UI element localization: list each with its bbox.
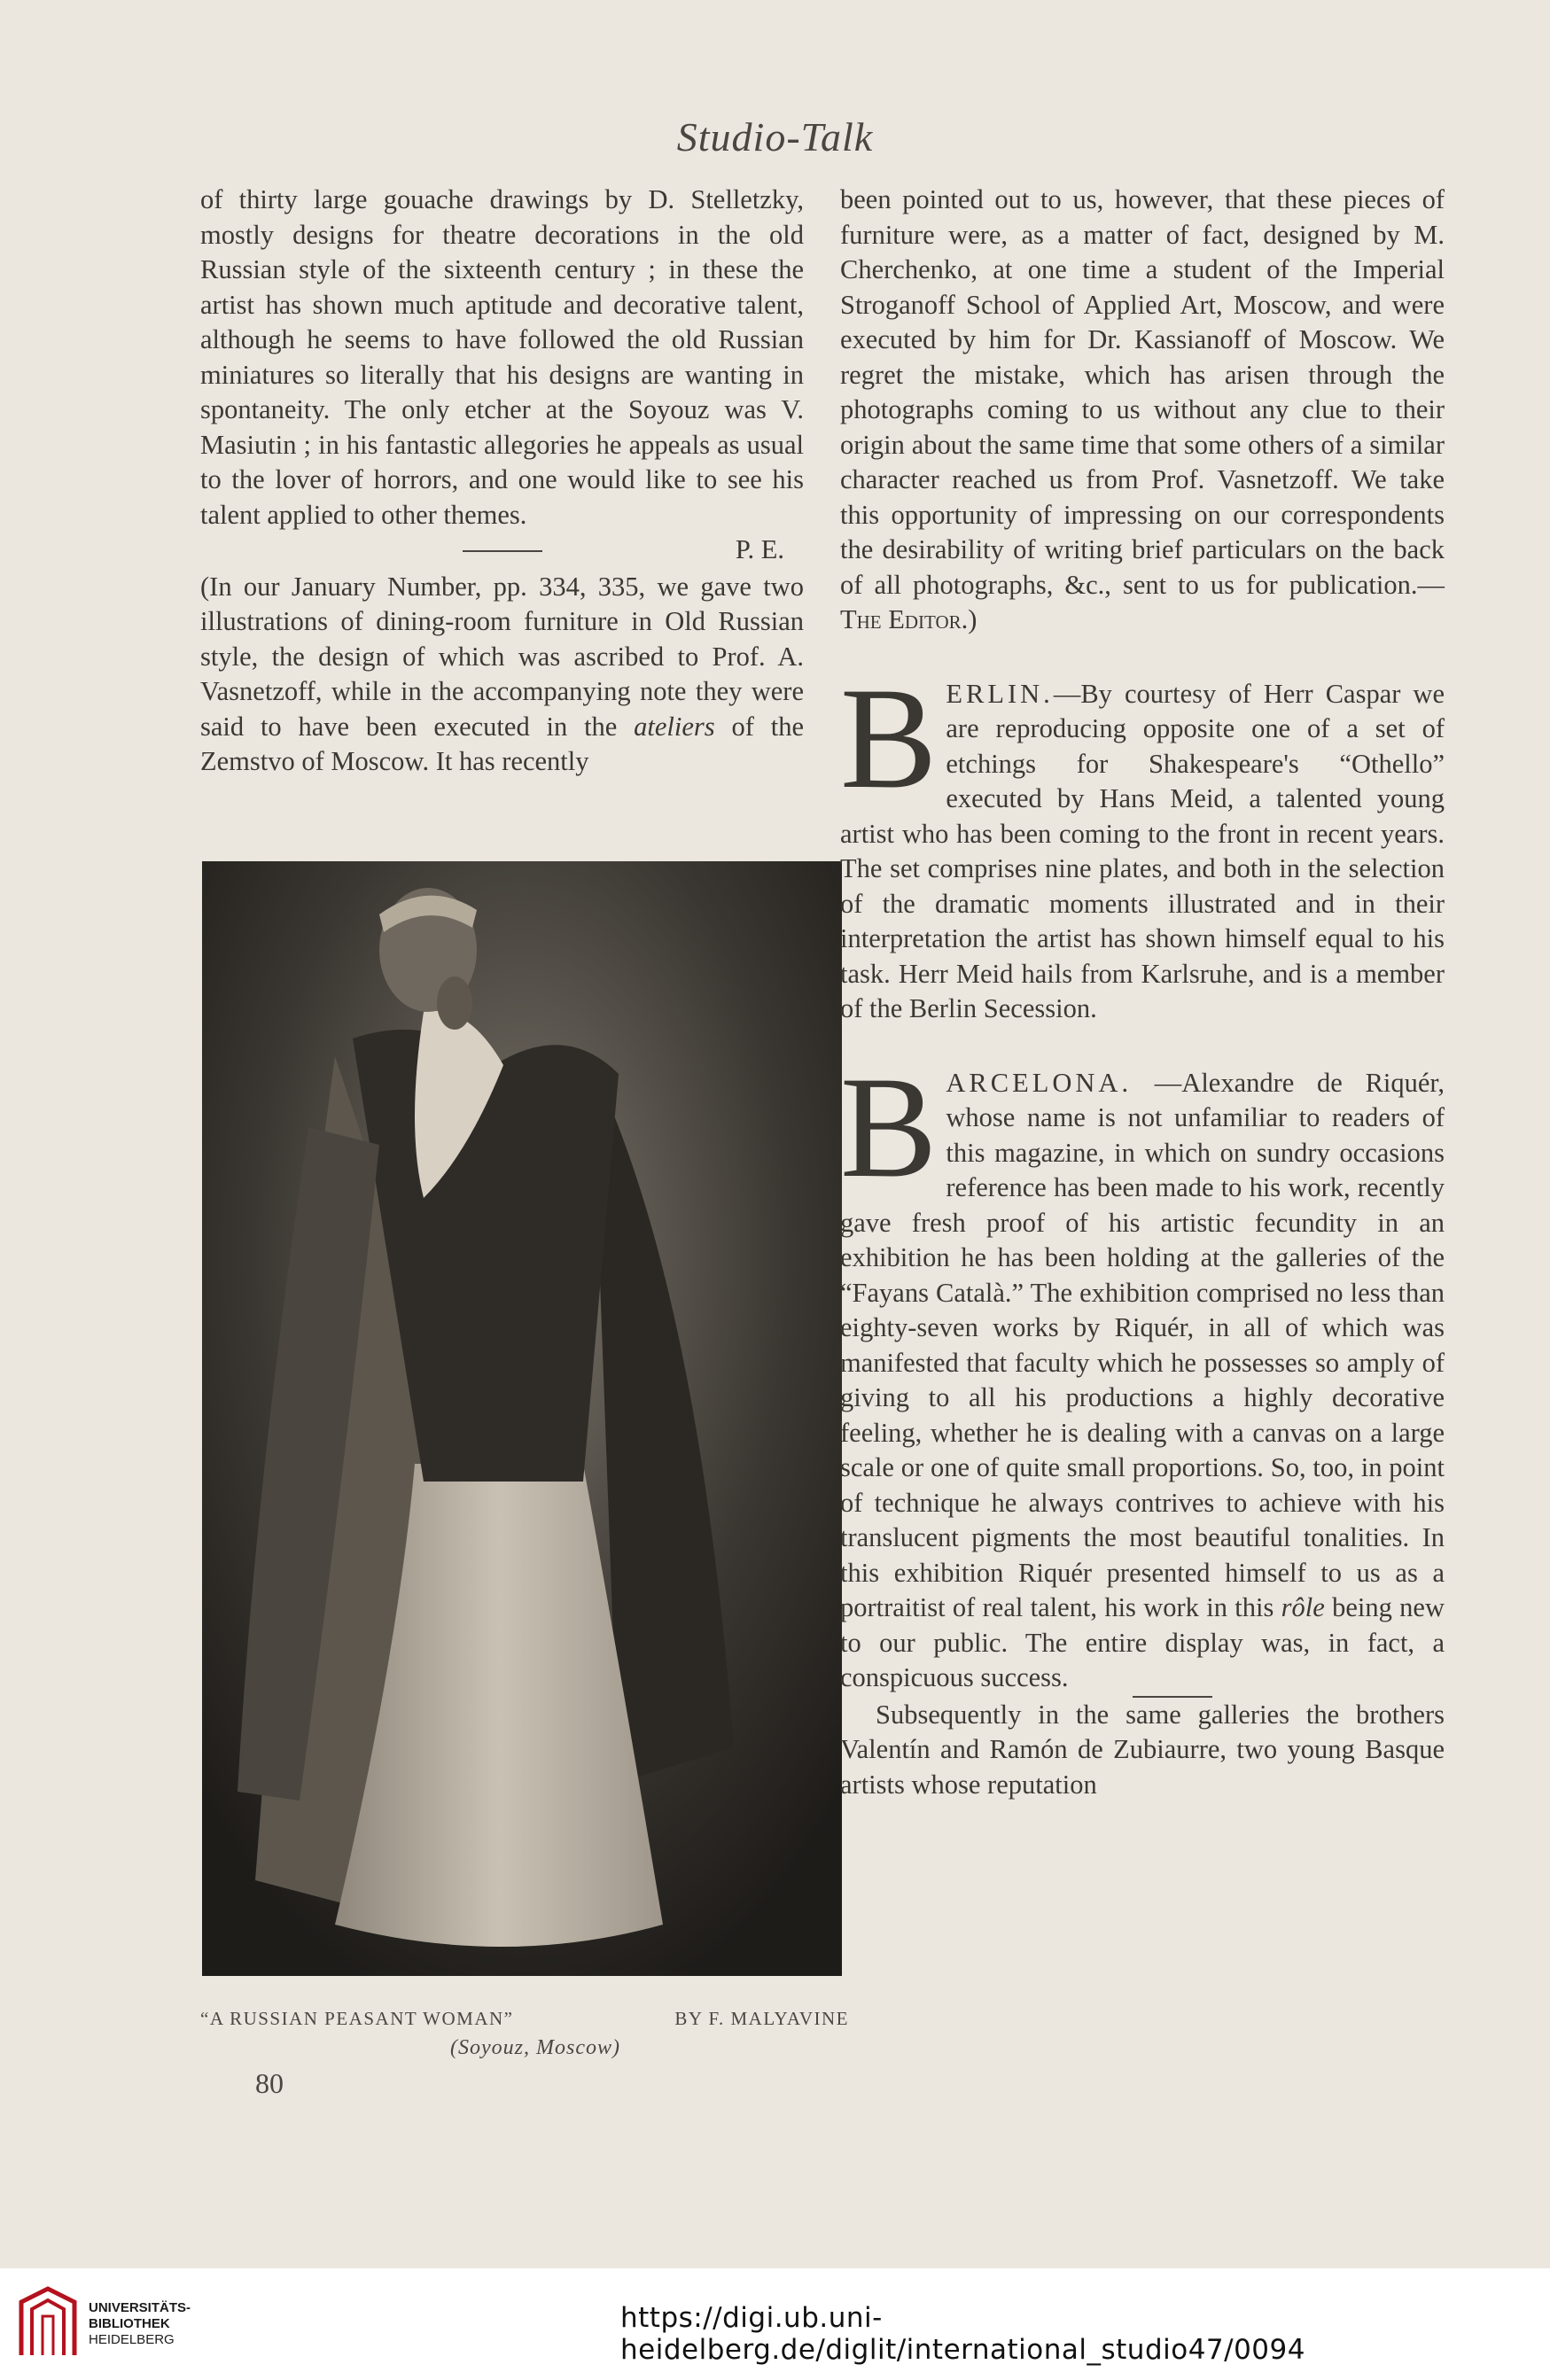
editor-note-signoff: The Editor.) bbox=[840, 604, 978, 634]
page-number: 80 bbox=[255, 2067, 284, 2099]
caption-artist: BY F. MALYAVINE bbox=[674, 2008, 849, 2029]
berlin-section bbox=[840, 657, 1445, 1027]
editor-note-italic: ateliers bbox=[634, 711, 715, 742]
library-name-line3: HEIDELBERG bbox=[89, 2332, 175, 2347]
section-rule-right bbox=[1133, 1696, 1212, 1698]
library-logo-icon bbox=[12, 2284, 83, 2364]
barcelona-text-2: being new to our public. The entire display was, in fact, a conspicuous success. bbox=[840, 1592, 1445, 1692]
editor-note-continuation bbox=[840, 183, 1445, 638]
right-column bbox=[840, 183, 1445, 1802]
library-footer bbox=[0, 2268, 1550, 2380]
running-head: Studio-Talk bbox=[676, 114, 874, 159]
author-signature: P. E. bbox=[735, 534, 784, 564]
editor-note-cont-text: been pointed out to us, however, that these pieces of furniture were, as a matter of fact, designed by M. Cherchenko, at one time a student of the Imperial Stroganoff School of Applied Art, Moscow, and were executed by him for Dr. Kassianoff of Moscow. We regret the mistake, which has arisen through the photographs coming to us without any clue to their origin about the same time that some others of a similar character reached us from Prof. Vasnetzoff. We take this opportunity of impressing on our correspondents the desirability of writing brief particulars on the back of all photographs, &c., sent to us for publication.— bbox=[840, 184, 1445, 600]
source-url-link[interactable]: https://digi.ub.uni-heidelberg.de/diglit/international_studio47/0094 bbox=[620, 2302, 1305, 2366]
editor-note-paragraph bbox=[200, 570, 804, 780]
caption-source: (Soyouz, Moscow) bbox=[450, 2036, 620, 2059]
barcelona-italic: rôle bbox=[1281, 1592, 1325, 1622]
caption-title: “A RUSSIAN PEASANT WOMAN” bbox=[200, 2008, 514, 2029]
berlin-drop-cap: B bbox=[840, 657, 938, 819]
barcelona-drop-cap: B bbox=[840, 1046, 938, 1208]
barcelona-text-1: —Alexandre de Riquér, whose name is not unfamiliar to readers of this magazine, in which on sundry occasions reference has been made to his work, recently gave fresh proof of his artistic fecundity in an exhibition he has been holding at the galleries of the “Fayans Català.” The exhibition comprised no less than eighty-seven works by Riquér, in all of which was manifested that faculty which he possesses so amply of giving to all his productions a highly decorative feeling, whether he is dealing with a canvas on a large scale or one of quite small proportions. So, too, in point of technique he always contrives to achieve with his translucent pigments the most beautiful tonalities. In this exhibition Riquér presented himself to us as a portraitist of real talent, his work in this bbox=[840, 1067, 1445, 1622]
zubiaurre-paragraph: Subsequently in the same galleries the brothers Valentín and Ramón de Zubiaurre, two young Basque artists whose reputation bbox=[840, 1699, 1445, 1800]
berlin-heading: ERLIN. bbox=[946, 678, 1054, 709]
barcelona-section bbox=[840, 1046, 1445, 1696]
section-rule bbox=[463, 550, 542, 552]
berlin-text: —By courtesy of Herr Caspar we are reproducing opposite one of a set of etchings for Shakespeare's “Othello” executed by Hans Meid, a talented young artist who has been coming to the front in recent years. The set comprises nine plates, and both in the selection of the dramatic moments illustrated and in their interpretation the artist has shown himself equal to his task. Herr Meid hails from Karlsruhe, and is a member of the Berlin Secession. bbox=[840, 678, 1445, 1023]
library-name bbox=[89, 2300, 191, 2348]
peasant-woman-painting bbox=[202, 861, 842, 1976]
editor-note-text-2: of the Zemstvo of Moscow. It has recently bbox=[200, 711, 804, 776]
left-column bbox=[200, 183, 804, 780]
paragraph-stelletzky: of thirty large gouache drawings by D. Stelletzky, mostly designs for theatre decorations in the old Russian style of the sixteenth century ; in these the artist has shown much aptitude and decorative talent, although he seems to have followed the old Russian miniatures so literally that his designs are wanting in spontaneity. The only etcher at the Soyouz was V. Masiutin ; in his fantastic allegories he appeals as usual to the lover of horrors, and one would like to see his talent applied to other themes. bbox=[200, 184, 804, 530]
library-name-line2: BIBLIOTHEK bbox=[89, 2316, 170, 2331]
library-name-line1: UNIVERSITÄTS- bbox=[89, 2300, 191, 2315]
illustration-plate bbox=[202, 861, 842, 1976]
barcelona-heading: ARCELONA. bbox=[946, 1067, 1133, 1098]
library-logo bbox=[12, 2284, 83, 2368]
editor-note-text-1: (In our January Number, pp. 334, 335, we gave two illustrations of dining-room furniture in Old Russian style, the design of which was ascribed to Prof. A. Vasnetzoff, while in the accompanying note they were said to have been executed in the bbox=[200, 571, 804, 742]
